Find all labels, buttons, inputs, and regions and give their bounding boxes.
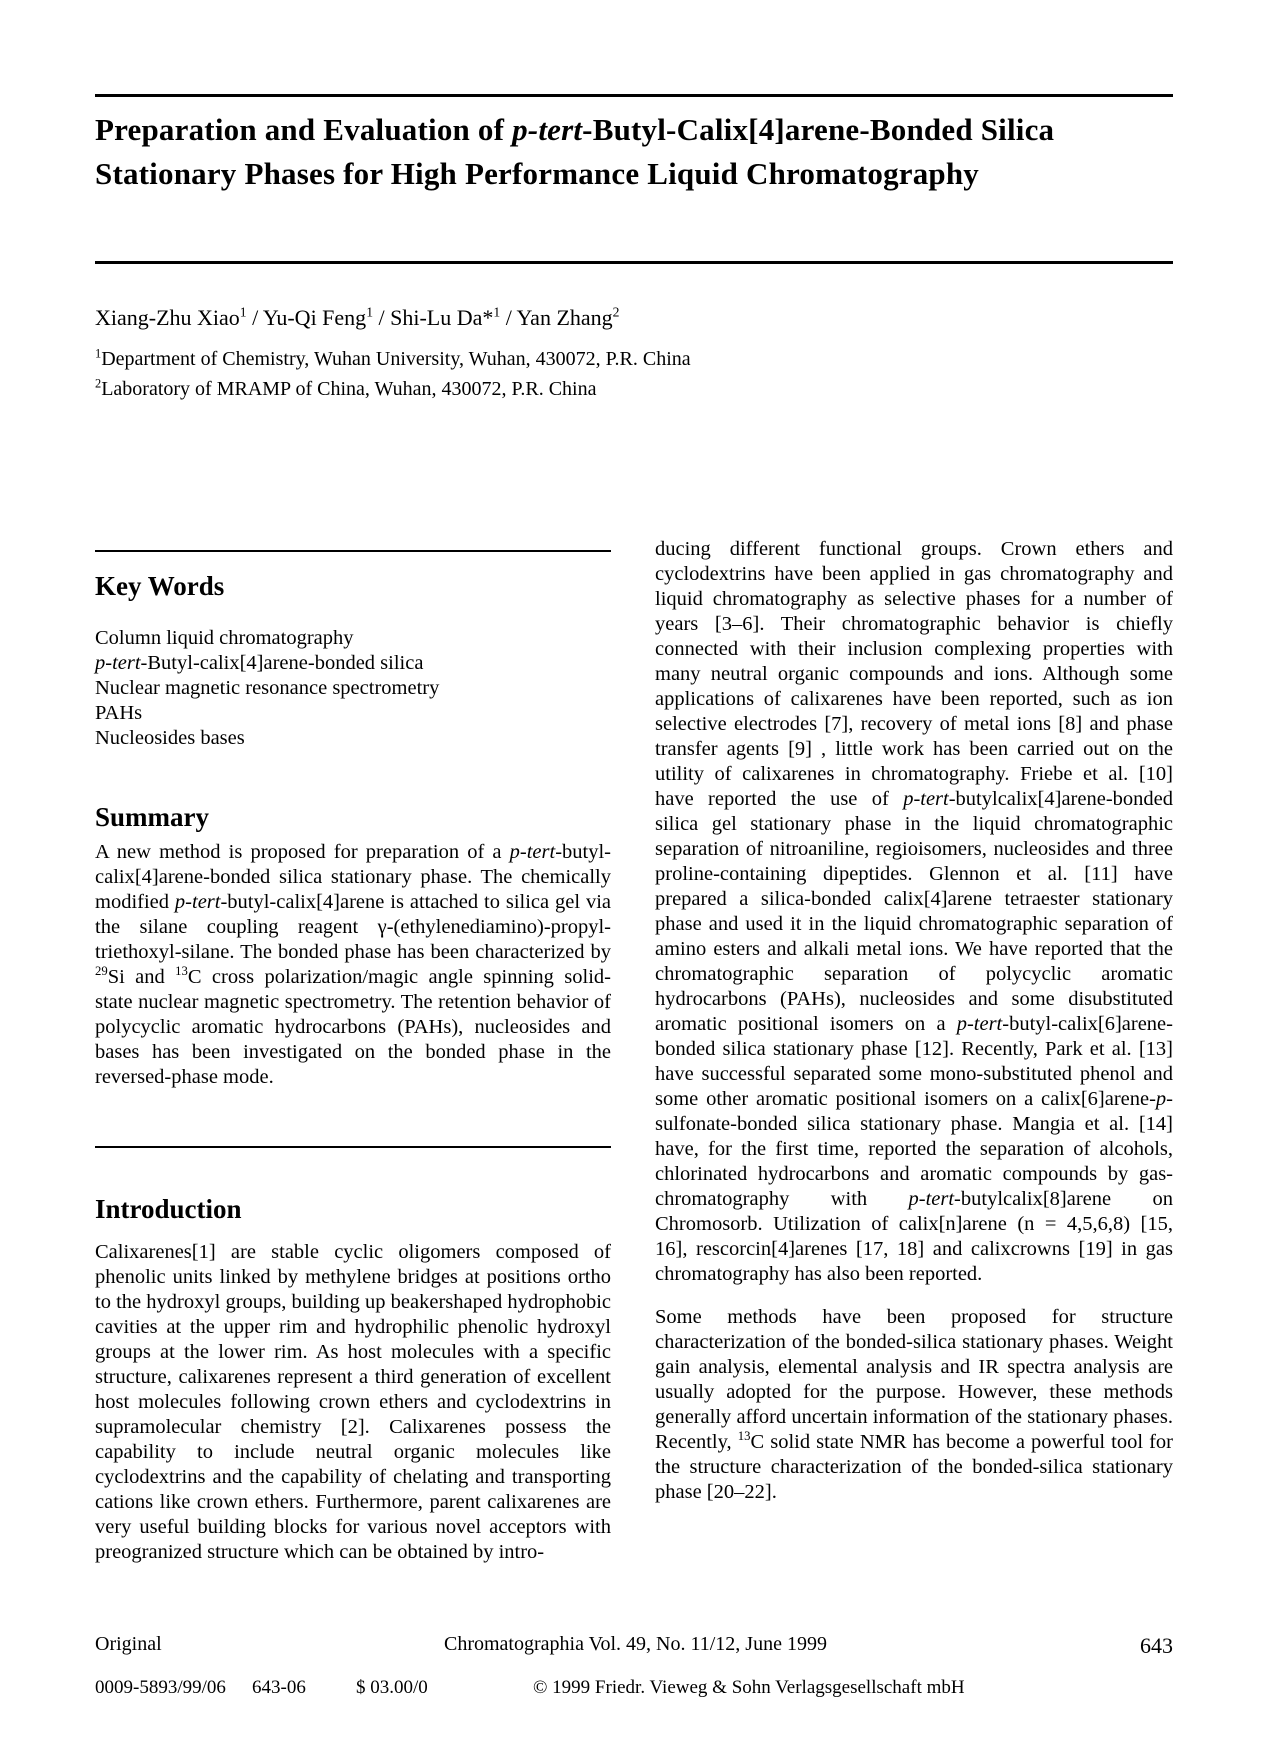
introduction-heading: Introduction <box>95 1194 242 1224</box>
right-column <box>655 537 1173 1505</box>
introduction-paragraph: Calixarenes[1] are stable cyclic oligomers composed of phenolic units linked by methylene bridges at positions ortho to the hydroxyl groups, building up beakershaped hydrophobic cavities at the upper rim and hydrophilic phenolic hydroxyl groups at the lower rim. As host molecules with a specific structure, calixarenes represent a third generation of excellent host molecules following crown ethers and cyclodextrins in supramolecular chemistry [2]. Calixarenes possess the capability to include neutral organic molecules like cyclodextrins and the capability of chelating and transporting cations like crown ethers. Furthermore, parent calixarenes are very useful building blocks for various novel acceptors with preogranized structure which can be obtained by intro- <box>95 1241 611 1563</box>
top-rule <box>95 94 1173 97</box>
summary-bottom-rule <box>95 1146 611 1148</box>
article-title: Preparation and Evaluation of p-tert-Butyl-Calix[4]arene-Bonded Silica Stationary Phases for High Performance Liquid Chromatography <box>95 112 1055 191</box>
title-bottom-rule <box>95 261 1173 264</box>
summary-paragraph: A new method is proposed for preparation of a p-tert-butyl-calix[4]arene-bonded silica stationary phase. The chemically modified p-tert-butyl-calix[4]arene is attached to silica gel via the silane coupling reagent γ-(ethylenediamino)-propyl-triethoxyl-silane. The bonded phase has been characterized by $^{29}$Si and $^{13}$C cross polarization/magic angle spinning solid-state nuclear magnetic spectrometry. The retention behavior of polycyclic aromatic hydrocarbons (PAHs), nucleosides and bases has been investigated on the bonded phase in the reversed-phase mode. <box>95 841 612 1088</box>
footer-journal-line: Chromatographia Vol. 49, No. 11/12, June 1999 <box>444 1633 827 1655</box>
keyword-item: Nucleosides bases <box>95 727 245 749</box>
footer-category: Original <box>95 1633 162 1655</box>
authors-line: Xiang-Zhu Xiao$^1$ / Yu-Qi Feng$^1$ / Shi-Lu Da*$^1$ / Yan Zhang$^2$ <box>95 304 620 330</box>
keywords-heading: Key Words <box>95 571 225 601</box>
keyword-item: p-tert-Butyl-calix[4]arene-bonded silica <box>95 652 424 674</box>
affiliation-2: $^2$Laboratory of MRAMP of China, Wuhan, 430072, P.R. China <box>95 376 597 400</box>
keywords-top-rule <box>95 550 611 552</box>
affiliation-1: $^1$Department of Chemistry, Wuhan University, Wuhan, 430072, P.R. China <box>95 346 691 370</box>
footer-issn-code: 0009-5893/99/06 <box>95 1677 226 1698</box>
footer-copyright: © 1999 Friedr. Vieweg & Sohn Verlagsgesellschaft mbH <box>533 1677 965 1698</box>
summary-heading: Summary <box>95 802 209 832</box>
body-paragraph-1: ducing different functional groups. Crown ethers and cyclodextrins have been applied in gas chromatography and liquid chromatography as selective phases for a number of years [3–6]. Their chromatographic behavior is chiefly connected with their inclusion complexing properties with many neutral organic compounds and ions. Although some applications of calixarenes have been reported, such as ion selective electrodes [7], recovery of metal ions [8] and phase transfer agents [9] , little work has been carried out on the utility of calixarenes in chromatography. Friebe et al. [10] have reported the use of p-tert-butylcalix[4]arene-bonded silica gel stationary phase in the liquid chromatographic separation of nitroaniline, regioisomers, nucleosides and three proline-containing dipeptides. Glennon et al. [11] have prepared a silica-bonded calix[4]arene tetraester stationary phase and used it in the liquid chromatographic separation of amino esters and alkali metal ions. We have reported that the chromatographic separation of polycyclic aromatic hydrocarbons (PAHs), nucleosides and some disubstituted aromatic positional isomers on a p-tert-butyl-calix[6]arene-bonded silica stationary phase [12]. Recently, Park et al. [13] have successful separated some mono-substituted phenol and some other aromatic positional isomers on a calix[6]arene-p-sulfonate-bonded silica stationary phase. Mangia et al. [14] have, for the first time, reported the separation of alcohols, chlorinated hydrocarbons and aromatic compounds by gas-chromatography with p-tert-butylcalix[8]arene on Chromosorb. Utilization of calix[n]arene (n = 4,5,6,8) [15, 16], rescorcin[4]arenes [17, 18] and calixcrowns [19] in gas chromatography has also been reported. <box>655 538 1173 1285</box>
affiliations-block <box>95 344 691 404</box>
footer-price: $ 03.00/0 <box>356 1677 428 1698</box>
keyword-item: Column liquid chromatography <box>95 627 354 649</box>
keyword-item: Nuclear magnetic resonance spectrometry <box>95 677 440 699</box>
footer-article-code: 643-06 <box>252 1677 306 1698</box>
footer-page-number: 643 <box>1140 1633 1173 1658</box>
keywords-list <box>95 626 611 751</box>
keyword-item: PAHs <box>95 702 143 724</box>
body-paragraph-2: Some methods have been proposed for structure characterization of the bonded-silica stationary phases. Weight gain analysis, elemental analysis and IR spectra analysis are usually adopted for the purpose. However, these methods generally afford uncertain information of the stationary phases. Recently, $^{13}$C solid state NMR has become a powerful tool for the structure characterization of the bonded-silica stationary phase [20–22]. <box>655 1306 1174 1503</box>
